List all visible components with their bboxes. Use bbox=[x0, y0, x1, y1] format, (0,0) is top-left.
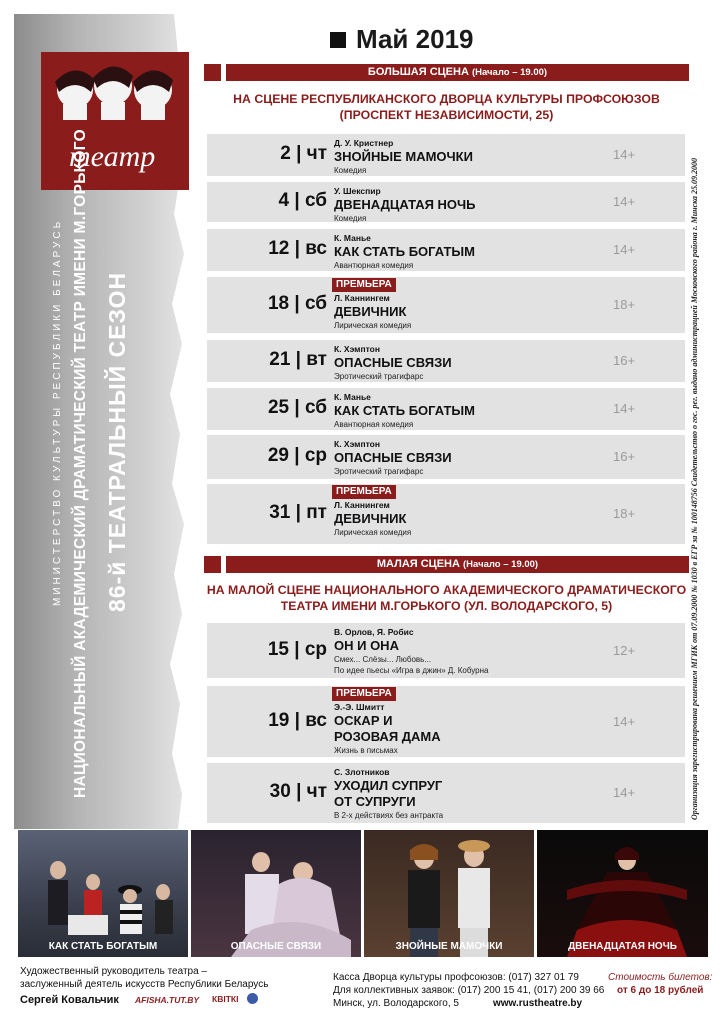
small-stage-venue bbox=[204, 582, 689, 614]
schedule-row bbox=[207, 340, 685, 382]
show-genre: Комедия bbox=[334, 166, 367, 175]
director-line-1: Художественный руководитель театра – bbox=[20, 966, 207, 977]
show-date: 18 | сб bbox=[267, 293, 327, 314]
director-name: Сергей Ковальчик bbox=[20, 994, 119, 1006]
premiere-badge: ПРЕМЬЕРА bbox=[332, 485, 396, 499]
age-rating: 14+ bbox=[613, 194, 636, 209]
show-genre: Смех... Слёзы... Любовь... bbox=[334, 655, 432, 664]
show-title: ОТ СУПРУГИ bbox=[334, 794, 416, 809]
show-author: В. Орлов, Я. Робис bbox=[334, 627, 414, 637]
small-stage-bar bbox=[204, 556, 689, 573]
age-rating: 14+ bbox=[613, 714, 636, 729]
show-date: 2 | чт bbox=[280, 143, 327, 164]
show-genre: По идее пьесы «Игра в джин» Д. Кобурна bbox=[334, 666, 489, 675]
bar-square-icon bbox=[204, 556, 221, 573]
show-genre: Авантюрная комедия bbox=[334, 420, 414, 429]
small-stage-label: МАЛАЯ СЦЕНА bbox=[376, 558, 460, 570]
kvitki-logo[interactable]: КВІТКІ bbox=[212, 994, 239, 1004]
big-stage-bar bbox=[204, 64, 689, 81]
show-author: Д. У. Кристнер bbox=[334, 138, 394, 148]
small-stage-start: (Начало – 19.00) bbox=[463, 559, 539, 570]
show-author: Л. Каннингем bbox=[334, 293, 390, 303]
show-title: ДВЕНАДЦАТАЯ НОЧЬ bbox=[334, 197, 476, 212]
photo-strip bbox=[18, 830, 708, 957]
logo-text: театр bbox=[69, 140, 156, 173]
show-author: К. Манье bbox=[334, 233, 371, 243]
actors-image bbox=[364, 830, 534, 957]
show-author: Л. Каннингем bbox=[334, 500, 390, 510]
age-rating: 18+ bbox=[613, 297, 636, 312]
show-genre: Жизнь в письмах bbox=[334, 746, 398, 755]
website-link[interactable]: www.rustheatre.by bbox=[493, 998, 583, 1009]
group-orders: Для коллективных заявок: (017) 200 15 41, (017) 200 39 66 bbox=[333, 985, 605, 996]
show-title: РОЗОВАЯ ДАМА bbox=[334, 729, 441, 744]
big-stage-label: БОЛЬШАЯ СЦЕНА bbox=[367, 66, 469, 78]
show-date: 12 | вс bbox=[268, 238, 327, 259]
show-title: ОСКАР И bbox=[334, 713, 393, 728]
show-title: КАК СТАТЬ БОГАТЫМ bbox=[334, 244, 475, 259]
venue-line: (ПРОСПЕКТ НЕЗАВИСИМОСТИ, 25) bbox=[339, 108, 554, 122]
age-rating: 16+ bbox=[613, 353, 636, 368]
theatre-logo bbox=[41, 52, 189, 190]
age-rating: 14+ bbox=[613, 242, 636, 257]
age-rating: 12+ bbox=[613, 643, 636, 658]
kvitki-badge-icon bbox=[247, 993, 258, 1004]
actors-image bbox=[537, 830, 708, 957]
schedule-row bbox=[207, 134, 685, 176]
actors-image bbox=[18, 830, 188, 957]
premiere-badge: ПРЕМЬЕРА bbox=[332, 687, 396, 701]
show-genre: Лирическая комедия bbox=[334, 528, 412, 537]
side-band bbox=[14, 14, 197, 829]
show-genre: Авантюрная комедия bbox=[334, 261, 414, 270]
schedule-row bbox=[207, 686, 685, 757]
actors-image bbox=[191, 830, 361, 957]
show-title: ОПАСНЫЕ СВЯЗИ bbox=[334, 355, 452, 370]
venue-line: ТЕАТРА ИМЕНИ М.ГОРЬКОГО (УЛ. ВОЛОДАРСКОГО, 5) bbox=[280, 599, 613, 613]
show-author: К. Хэмптон bbox=[334, 344, 380, 354]
show-date: 21 | вт bbox=[269, 349, 327, 370]
schedule-row bbox=[207, 388, 685, 430]
show-date: 29 | ср bbox=[267, 445, 327, 466]
show-genre: Лирическая комедия bbox=[334, 321, 412, 330]
show-date: 15 | ср bbox=[267, 639, 327, 660]
bar-square-icon bbox=[204, 64, 221, 81]
show-author: С. Злотников bbox=[334, 767, 390, 777]
schedule-row bbox=[207, 277, 685, 333]
registration-note: Организация зарегистрирована решением МГИК от 07.09.2000 № 1030 в ЕГР за № 100148756 Свидетельство о гос. рег. выдано администрацией Московского района г. Минска 25.09.2000 bbox=[690, 157, 699, 820]
age-rating: 18+ bbox=[613, 506, 636, 521]
photo-3 bbox=[364, 830, 534, 957]
show-date: 25 | сб bbox=[267, 397, 327, 418]
age-rating: 16+ bbox=[613, 449, 636, 464]
month-title: Май 2019 bbox=[356, 24, 474, 54]
show-genre: Эротический трагифарс bbox=[334, 467, 424, 476]
schedule-row bbox=[207, 484, 685, 544]
show-date: 30 | чт bbox=[269, 781, 327, 802]
month-square-icon bbox=[330, 32, 346, 48]
photo-4 bbox=[537, 830, 708, 957]
show-genre: Комедия bbox=[334, 214, 367, 223]
schedule-row bbox=[207, 623, 685, 678]
show-author: К. Хэмптон bbox=[334, 439, 380, 449]
photo-2 bbox=[191, 830, 361, 957]
photo-caption: ЗНОЙНЫЕ МАМОЧКИ bbox=[395, 941, 503, 952]
venue-line: НА СЦЕНЕ РЕСПУБЛИКАНСКОГО ДВОРЦА КУЛЬТУРЫ ПРОФСОЮЗОВ bbox=[233, 92, 660, 106]
season-title: 86-й ТЕАТРАЛЬНЫЙ СЕЗОН bbox=[104, 271, 130, 612]
show-title: ОПАСНЫЕ СВЯЗИ bbox=[334, 450, 452, 465]
schedule-row bbox=[207, 182, 685, 222]
age-rating: 14+ bbox=[613, 785, 636, 800]
photo-caption: ОПАСНЫЕ СВЯЗИ bbox=[230, 941, 322, 952]
show-title: УХОДИЛ СУПРУГ bbox=[334, 778, 443, 793]
age-rating: 14+ bbox=[613, 401, 636, 416]
box-office: Касса Дворца культуры профсоюзов: (017) 327 01 79 bbox=[333, 972, 579, 983]
show-title: КАК СТАТЬ БОГАТЫМ bbox=[334, 403, 475, 418]
photo-caption: ДВЕНАДЦАТАЯ НОЧЬ bbox=[568, 941, 677, 952]
show-date: 19 | вс bbox=[268, 710, 327, 731]
schedule-row bbox=[207, 229, 685, 271]
show-title: ДЕВИЧНИК bbox=[334, 304, 407, 319]
theatre-name: НАЦИОНАЛЬНЫЙ АКАДЕМИЧЕСКИЙ ДРАМАТИЧЕСКИЙ ТЕАТР ИМЕНИ М.ГОРЬКОГО bbox=[72, 128, 89, 798]
ministry-text: МИНИСТЕРСТВО КУЛЬТУРЫ РЕСПУБЛИКИ БЕЛАРУСЬ bbox=[52, 218, 63, 606]
age-rating: 14+ bbox=[613, 147, 636, 162]
afisha-logo[interactable]: AFISHA.TUT.BY bbox=[135, 995, 200, 1005]
show-date: 31 | пт bbox=[269, 502, 327, 523]
show-author: К. Манье bbox=[334, 392, 371, 402]
price-label: Стоимость билетов: bbox=[608, 972, 713, 983]
schedule-row bbox=[207, 435, 685, 479]
address: Минск, ул. Володарского, 5 bbox=[333, 998, 459, 1009]
big-stage-venue bbox=[204, 91, 689, 123]
big-stage-start: (Начало – 19.00) bbox=[471, 67, 548, 78]
director-line-2: заслуженный деятель искусств Республики Беларусь bbox=[20, 979, 269, 990]
schedule-row bbox=[207, 763, 685, 823]
show-date: 4 | сб bbox=[278, 190, 327, 211]
show-title: ДЕВИЧНИК bbox=[334, 511, 407, 526]
show-author: У. Шекспир bbox=[334, 186, 381, 196]
price-value: от 6 до 18 рублей bbox=[617, 985, 704, 996]
show-title: ЗНОЙНЫЕ МАМОЧКИ bbox=[334, 149, 473, 164]
show-genre: В 2-х действиях без антракта bbox=[334, 811, 444, 820]
show-title: ОН И ОНА bbox=[334, 638, 399, 653]
venue-line: НА МАЛОЙ СЦЕНЕ НАЦИОНАЛЬНОГО АКАДЕМИЧЕСКОГО ДРАМАТИЧЕСКОГО bbox=[206, 583, 687, 597]
photo-1 bbox=[18, 830, 188, 957]
photo-caption: КАК СТАТЬ БОГАТЫМ bbox=[48, 941, 158, 952]
show-author: Э.-Э. Шмитт bbox=[334, 702, 385, 712]
show-genre: Эротический трагифарс bbox=[334, 372, 424, 381]
premiere-badge: ПРЕМЬЕРА bbox=[332, 278, 396, 292]
